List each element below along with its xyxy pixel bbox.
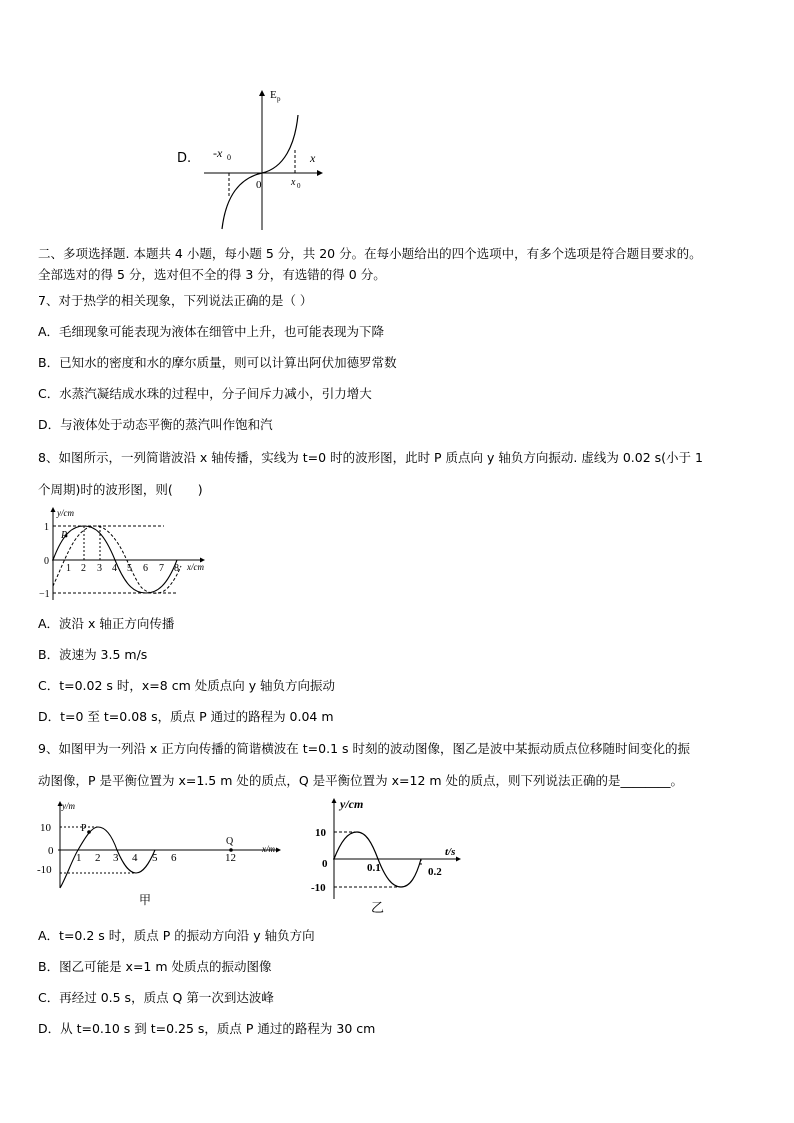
q9b-y-tick-0: 0 bbox=[322, 858, 328, 870]
q6-curve bbox=[222, 115, 298, 229]
q6-neg-x0-sub: 0 bbox=[227, 153, 231, 162]
q6-origin: 0 bbox=[256, 179, 262, 191]
q9a-y-tick-10: 10 bbox=[40, 822, 51, 834]
q9a-x-tick-3: 3 bbox=[113, 852, 119, 864]
q8-x-tick-2: 2 bbox=[81, 563, 86, 574]
q9-graph-yi bbox=[308, 795, 468, 920]
q7-option-a: A．毛细现象可能表现为液体在细管中上升，也可能表现为下降 bbox=[38, 324, 385, 339]
q8-x-tick-6: 6 bbox=[143, 563, 148, 574]
q9a-x-tick-12: 12 bbox=[225, 852, 236, 864]
q8-x-tick-3: 3 bbox=[97, 563, 102, 574]
q9b-x-label: t/s bbox=[445, 846, 456, 858]
q9a-y-tick-0: 0 bbox=[48, 845, 54, 857]
q8-option-a: A．波沿 x 轴正方向传播 bbox=[38, 616, 175, 631]
q8-y-label: y/cm bbox=[57, 508, 74, 518]
q9-stem-line2: 动图像，P 是平衡位置为 x=1.5 m 处的质点，Q 是平衡位置为 x=12 m 处的质点，则下列说法正确的是________。 bbox=[38, 773, 684, 788]
q7-option-c: C．水蒸汽凝结成水珠的过程中，分子间斥力减小，引力增大 bbox=[38, 386, 372, 401]
q8-option-c: C．t=0.02 s 时，x=8 cm 处质点向 y 轴负方向振动 bbox=[38, 678, 336, 693]
q9a-x-tick-2: 2 bbox=[95, 852, 101, 864]
q7-stem: 7、对于热学的相关现象，下列说法正确的是（ ） bbox=[38, 293, 313, 308]
q9b-y-tick-neg10: -10 bbox=[311, 882, 326, 894]
q9-stem-line1: 9、如图甲为一列沿 x 正方向传播的简谐横波在 t=0.1 s 时刻的波动图像，图乙是波中某振动质点位移随时间变化的振 bbox=[38, 741, 690, 756]
q8-option-d: D．t=0 至 t=0.08 s，质点 P 通过的路程为 0.04 m bbox=[38, 709, 334, 724]
q8-stem-line2: 个周期)时的波形图，则( ) bbox=[38, 482, 203, 497]
q9-graph-jia bbox=[36, 798, 286, 910]
q9a-x-tick-6: 6 bbox=[171, 852, 177, 864]
q9b-caption: 乙 bbox=[371, 900, 385, 915]
q8-x-tick-8: 8 bbox=[174, 563, 179, 574]
q9a-caption: 甲 bbox=[139, 893, 152, 907]
q6-y-sub: p bbox=[277, 95, 281, 103]
q9a-x-tick-1: 1 bbox=[76, 852, 82, 864]
q6-x-label: x bbox=[310, 151, 316, 165]
q9b-x-tick-02: 0.2 bbox=[428, 866, 442, 878]
q6-neg-x0: -x bbox=[213, 146, 223, 160]
q9b-y-label: y/cm bbox=[340, 797, 364, 811]
q8-wave-graph bbox=[38, 506, 218, 602]
q8-x-tick-1: 1 bbox=[66, 563, 71, 574]
q8-x-tick-7: 7 bbox=[159, 563, 164, 574]
q8-y-tick-0: 0 bbox=[44, 556, 49, 567]
q9a-q-label: Q bbox=[226, 836, 234, 847]
q9a-point-p bbox=[87, 830, 91, 834]
q6-x0-sub: 0 bbox=[297, 182, 301, 190]
q6-option-d-label: D. bbox=[177, 151, 192, 166]
q9a-x-tick-5: 5 bbox=[152, 852, 158, 864]
q8-y-tick-1: 1 bbox=[44, 522, 49, 533]
q9-option-d: D．从 t=0.10 s 到 t=0.25 s，质点 P 通过的路程为 30 cm bbox=[38, 1021, 376, 1036]
q8-p-label: P bbox=[61, 530, 68, 541]
q8-option-b: B．波速为 3.5 m/s bbox=[38, 647, 148, 662]
q9a-p-label: P bbox=[81, 823, 87, 834]
q8-x-tick-4: 4 bbox=[112, 563, 117, 574]
q8-x-tick-5: 5 bbox=[127, 563, 132, 574]
q9a-x-label: x/m bbox=[262, 844, 275, 854]
section2-line2: 全部选对的得 5 分，选对但不全的得 3 分，有选错的得 0 分。 bbox=[38, 267, 386, 282]
q7-option-b: B．已知水的密度和水的摩尔质量，则可以计算出阿伏加德罗常数 bbox=[38, 355, 397, 370]
q8-stem-line1: 8、如图所示，一列简谐波沿 x 轴传播，实线为 t=0 时的波形图，此时 P 质点向 y 轴负方向振动. 虚线为 0.02 s(小于 1 bbox=[38, 450, 703, 465]
q9a-x-tick-4: 4 bbox=[132, 852, 138, 864]
q6-y-label: E bbox=[270, 89, 277, 101]
q9a-y-tick-neg10: -10 bbox=[37, 864, 52, 876]
q9-option-b: B．图乙可能是 x=1 m 处质点的振动图像 bbox=[38, 959, 272, 974]
q9-option-a: A．t=0.2 s 时，质点 P 的振动方向沿 y 轴负方向 bbox=[38, 928, 315, 943]
q8-y-tick-neg1: −1 bbox=[39, 589, 50, 600]
q8-x-label: x/cm bbox=[187, 562, 204, 572]
section2-line1: 二、多项选择题. 本题共 4 小题，每小题 5 分，共 20 分。在每小题给出的四个选项中，有多个选项是符合题目要求的。 bbox=[38, 246, 702, 261]
q9-option-c: C．再经过 0.5 s，质点 Q 第一次到达波峰 bbox=[38, 990, 274, 1005]
q6-x0: x bbox=[291, 177, 296, 188]
q9b-x-tick-01: 0.1 bbox=[367, 862, 381, 874]
q9b-y-tick-10: 10 bbox=[315, 827, 326, 839]
q9a-wave bbox=[60, 827, 155, 888]
q6-ep-graph bbox=[200, 85, 330, 233]
q9a-y-label: y/m bbox=[62, 801, 75, 811]
q7-option-d: D．与液体处于动态平衡的蒸汽叫作饱和汽 bbox=[38, 417, 273, 432]
